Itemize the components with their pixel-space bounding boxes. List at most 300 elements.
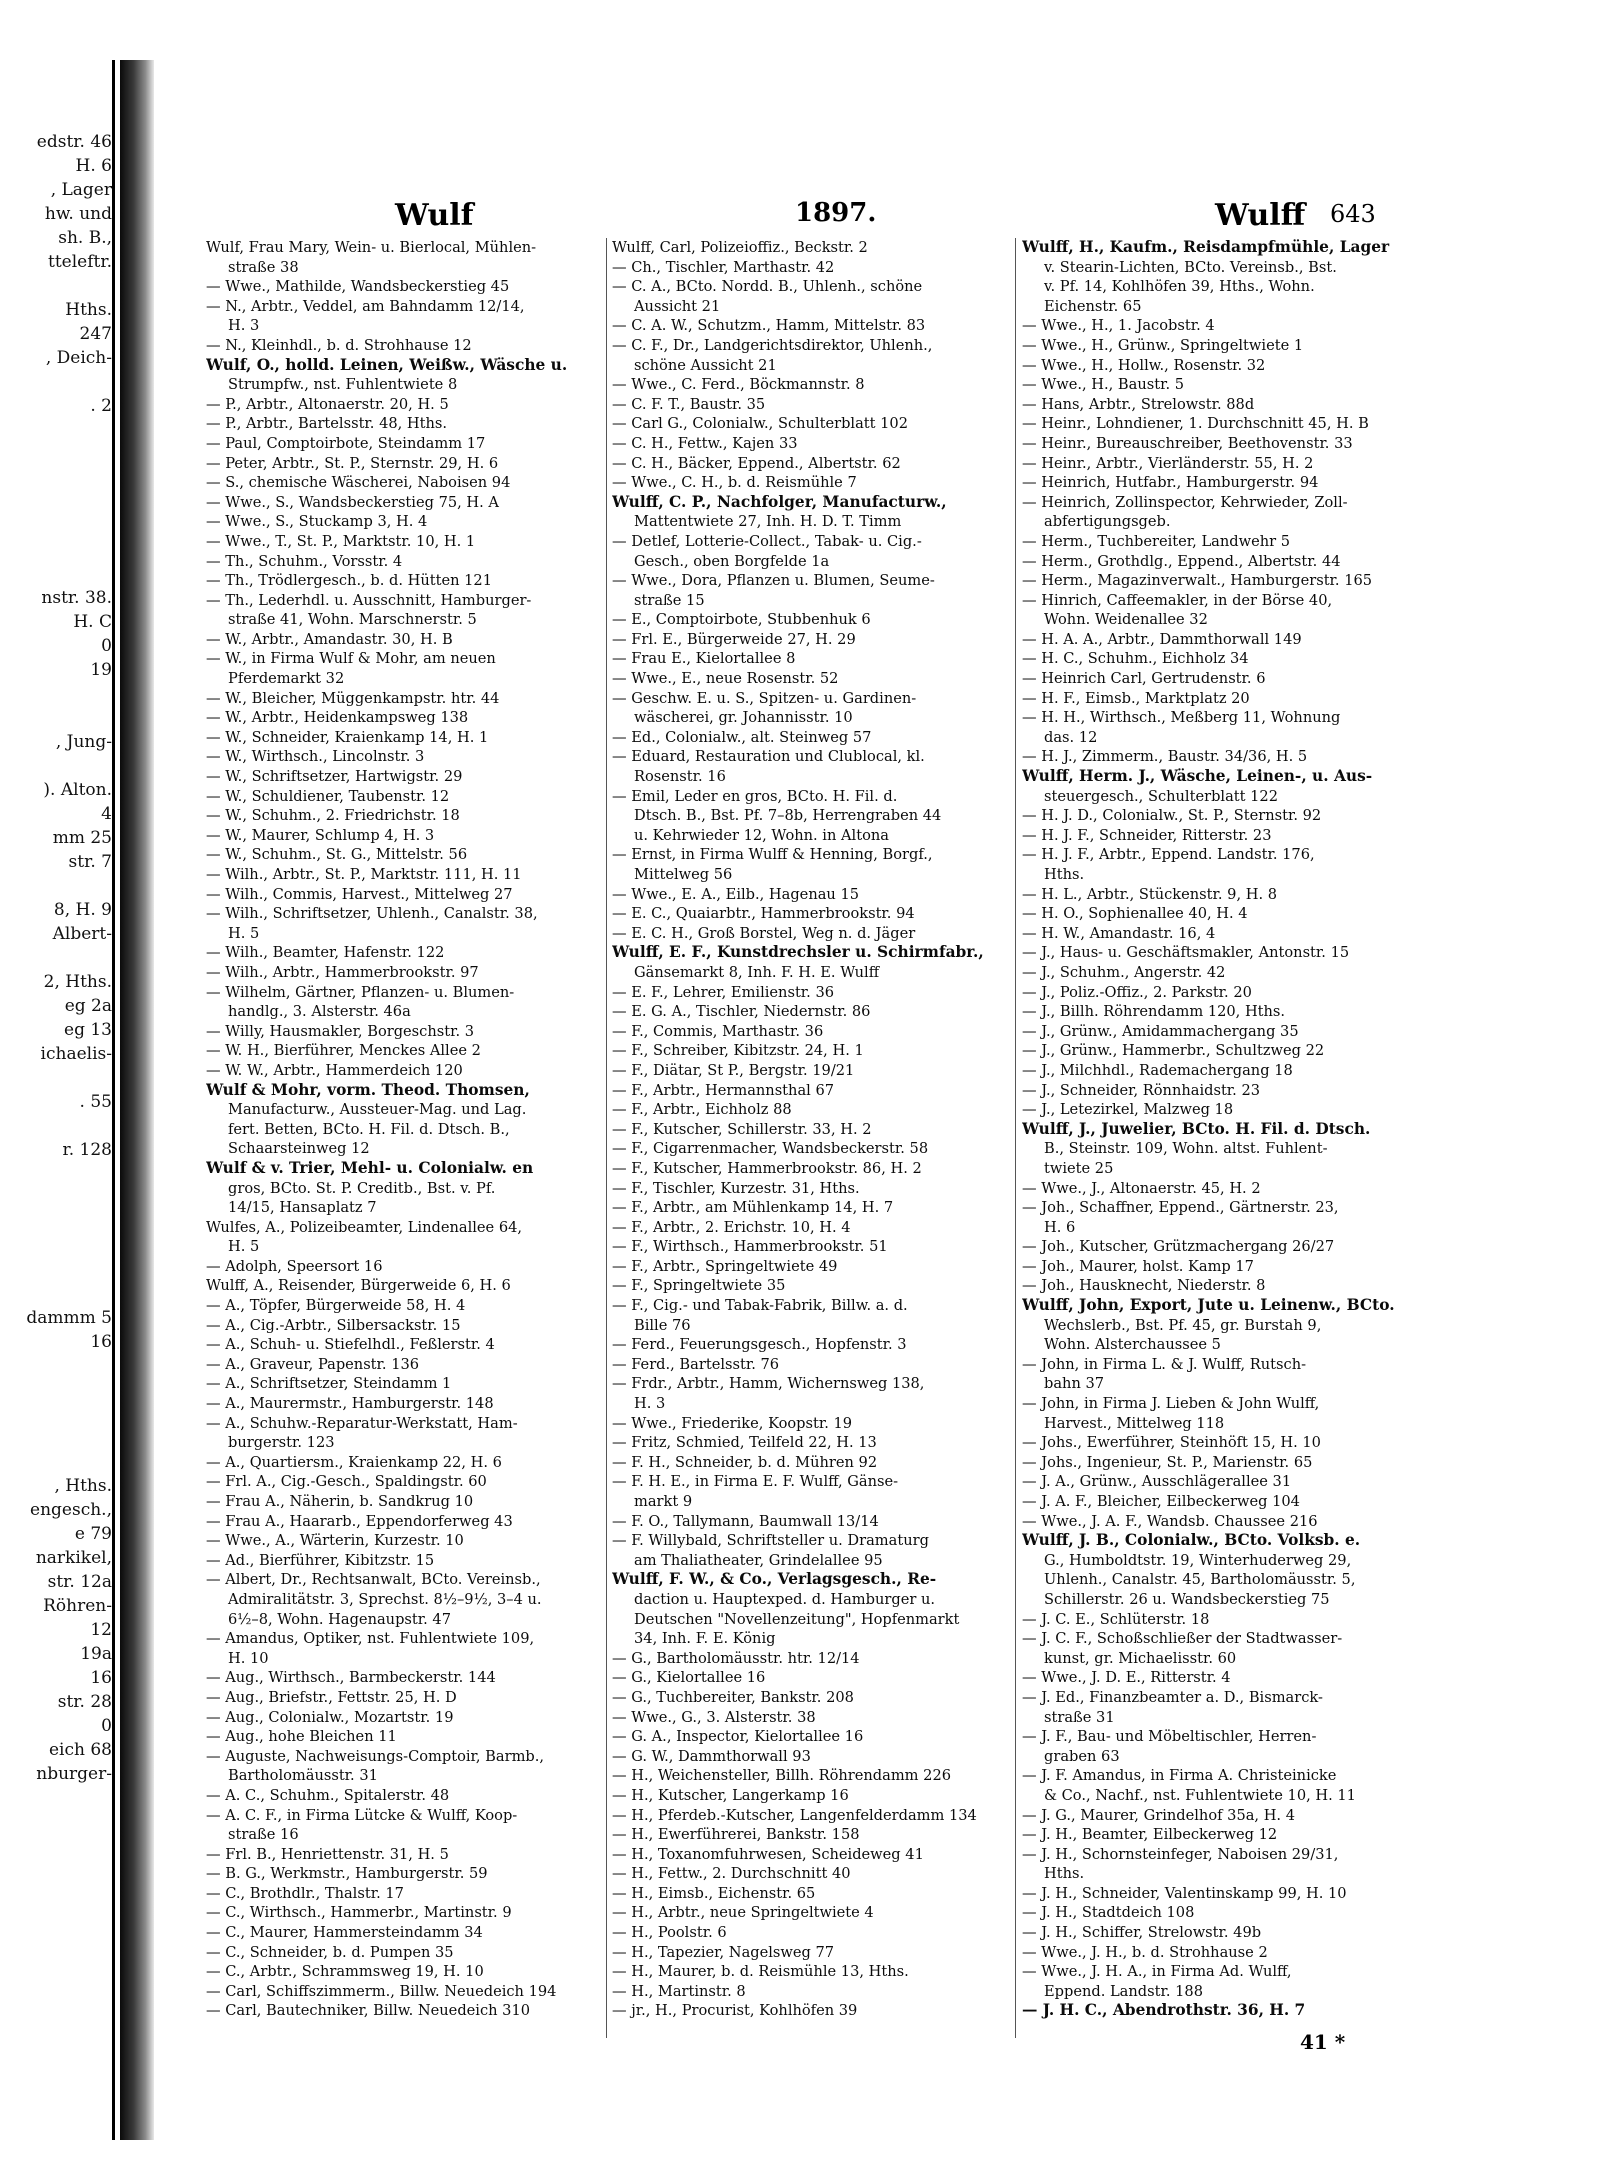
- directory-entry: — John, in Firma L. & J. Wulff, Rutsch-: [1022, 1355, 1307, 1373]
- prev-page-line: [0, 682, 112, 706]
- entry-continuation: u. Kehrwieder 12, Wohn. in Altona: [634, 826, 889, 844]
- entry-continuation: Hths.: [1044, 866, 1085, 883]
- directory-entry: — J. H., Stadtdeich 108: [1022, 1904, 1195, 1922]
- directory-entry: — F., Arbtr., am Mühlenkamp 14, H. 7: [612, 1199, 894, 1217]
- directory-entry: — H. L., Arbtr., Stückenstr. 9, H. 8: [1022, 885, 1278, 903]
- directory-entry: — W., Arbtr., Heidenkampsweg 138: [206, 709, 469, 727]
- entry-continuation: markt 9: [634, 1493, 693, 1510]
- prev-page-line: [0, 490, 112, 514]
- entry-continuation: Pferdemarkt 32: [228, 670, 345, 688]
- directory-entry: Wulff, F. W., & Co., Verlagsgesch., Re-: [612, 1570, 937, 1589]
- directory-entry: — J. F. Amandus, in Firma A. Christeinicke: [1022, 1767, 1337, 1785]
- prev-page-line: [0, 1258, 112, 1282]
- directory-entry: — Frau E., Kielortallee 8: [612, 650, 796, 668]
- header-year: 1897.: [795, 198, 877, 228]
- directory-entry: Wulf & Mohr, vorm. Theod. Thomsen,: [206, 1080, 530, 1099]
- directory-entry: — J., Billh. Röhrendamm 120, Hths.: [1022, 1003, 1286, 1021]
- directory-entry: — J., Letezirkel, Malzweg 18: [1022, 1101, 1234, 1119]
- directory-entry: — Wilh., Beamter, Hafenstr. 122: [206, 944, 445, 962]
- directory-entry: — F., Springeltwiete 35: [612, 1277, 786, 1295]
- directory-entry: — A., Schriftsetzer, Steindamm 1: [206, 1375, 452, 1393]
- directory-entry: — F. O., Tallymann, Baumwall 13/14: [612, 1512, 879, 1530]
- directory-entry: — F. H., Schneider, b. d. Mühren 92: [612, 1453, 878, 1471]
- directory-entry: Wulff, C. P., Nachfolger, Manufacturw.,: [612, 492, 947, 511]
- prev-page-line: [0, 514, 112, 538]
- directory-entry: — J. G., Maurer, Grindelhof 35a, H. 4: [1022, 1806, 1295, 1824]
- directory-entry: — A., Töpfer, Bürgerweide 58, H. 4: [206, 1297, 466, 1315]
- directory-entry: — J., Schuhm., Angerstr. 42: [1022, 963, 1226, 981]
- entry-continuation: graben 63: [1044, 1747, 1120, 1765]
- directory-entry: — J. Ed., Finanzbeamter a. D., Bismarck-: [1022, 1688, 1323, 1706]
- entry-continuation: Harvest., Mittelweg 118: [1044, 1414, 1225, 1432]
- directory-entry: — W., Schriftsetzer, Hartwigstr. 29: [206, 768, 463, 786]
- directory-entry: — H. J. F., Arbtr., Eppend. Landstr. 176,: [1022, 846, 1315, 864]
- prev-page-line: 247: [79, 324, 112, 344]
- prev-page-line: [0, 538, 112, 562]
- directory-entry: — Wilhelm, Gärtner, Pflanzen- u. Blumen-: [206, 983, 515, 1001]
- entry-continuation: kunst, gr. Michaelisstr. 60: [1044, 1649, 1237, 1667]
- directory-entry: — Wwe., E., neue Rosenstr. 52: [612, 670, 839, 688]
- directory-entry: — F., Schreiber, Kibitzstr. 24, H. 1: [612, 1042, 864, 1060]
- entry-continuation: Hths.: [1044, 1865, 1085, 1883]
- directory-entry: — Wwe., Dora, Pflanzen u. Blumen, Seume-: [612, 572, 935, 590]
- directory-entry: — Wwe., C. H., b. d. Reismühle 7: [612, 474, 857, 492]
- directory-entry: — Wwe., J. H. A., in Firma Ad. Wulff,: [1022, 1963, 1292, 1981]
- header-left-catchword: Wulf: [395, 198, 474, 233]
- prev-page-line: e 79: [74, 1524, 112, 1544]
- directory-entry: — J. H., Beamter, Eilbeckerweg 12: [1022, 1826, 1278, 1844]
- directory-column-3: [1022, 238, 1422, 2058]
- prev-page-line: 12: [90, 1620, 112, 1640]
- prev-page-line: 0: [101, 1716, 112, 1736]
- prev-page-line: Röhren-: [43, 1596, 112, 1616]
- directory-entry: — Heinrich, Zollinspector, Kehrwieder, Zoll-: [1022, 493, 1348, 511]
- directory-entry: — B. G., Werkmstr., Hamburgerstr. 59: [206, 1865, 488, 1883]
- directory-entry: — Joh., Kutscher, Grützmachergang 26/27: [1022, 1238, 1335, 1256]
- directory-entry: — W., Wirthsch., Lincolnstr. 3: [206, 748, 425, 766]
- prev-page-line: , Jung-: [55, 732, 112, 752]
- prev-page-line: . 2: [90, 396, 112, 416]
- entry-continuation: v. Stearin-Lichten, BCto. Vereinsb., Bst.: [1044, 258, 1337, 276]
- directory-entry: — Wilh., Arbtr., Hammerbrookstr. 97: [206, 963, 479, 981]
- directory-entry: — H., Poolstr. 6: [612, 1924, 727, 1942]
- directory-entry: — H., Eimsb., Eichenstr. 65: [612, 1884, 816, 1902]
- directory-entry: — H. W., Amandastr. 16, 4: [1022, 924, 1216, 942]
- directory-entry: — H., Tapezier, Nagelsweg 77: [612, 1943, 835, 1961]
- directory-entry: — Wwe., Mathilde, Wandsbeckerstieg 45: [206, 278, 510, 296]
- directory-entry: — Heinr., Arbtr., Vierländerstr. 55, H. 2: [1022, 454, 1314, 472]
- directory-entry: — W., Maurer, Schlump 4, H. 3: [206, 826, 435, 844]
- directory-entry: — J. A. F., Bleicher, Eilbeckerweg 104: [1022, 1493, 1300, 1510]
- prev-page-line: 19a: [80, 1644, 112, 1664]
- directory-entry: — Emil, Leder en gros, BCto. H. Fil. d.: [612, 787, 898, 805]
- entry-continuation: H. 3: [634, 1395, 666, 1413]
- directory-entry: — Auguste, Nachweisungs-Comptoir, Barmb.,: [206, 1747, 545, 1765]
- directory-entry: Wulff, E. F., Kunstdrechsler u. Schirmfabr.,: [612, 943, 984, 962]
- directory-entry: — F., Arbtr., 2. Erichstr. 10, H. 4: [612, 1218, 851, 1236]
- directory-entry: — J. H. C., Abendrothstr. 36, H. 7: [1022, 2001, 1306, 2020]
- entry-continuation: straße 15: [634, 591, 705, 609]
- directory-entry: — Th., Lederhdl. u. Ausschnitt, Hamburger-: [206, 591, 532, 609]
- directory-entry: — J., Grünw., Amidammachergang 35: [1022, 1022, 1299, 1040]
- directory-entry: — John, in Firma J. Lieben & John Wulff,: [1022, 1395, 1320, 1413]
- prev-page-line: 16: [90, 1668, 112, 1688]
- directory-entry: — Johs., Ingenieur, St. P., Marienstr. 65: [1022, 1453, 1313, 1471]
- directory-entry: — Frdr., Arbtr., Hamm, Wichernsweg 138,: [612, 1375, 925, 1393]
- directory-entry: — Carl, Schiffszimmerm., Billw. Neuedeich 194: [206, 1982, 557, 2000]
- directory-column-1: [206, 238, 606, 2058]
- directory-entry: — W. H., Bierführer, Menckes Allee 2: [206, 1042, 481, 1060]
- directory-entry: — Ed., Colonialw., alt. Steinweg 57: [612, 728, 872, 746]
- directory-entry: — Ferd., Feuerungsgesch., Hopfenstr. 3: [612, 1336, 907, 1354]
- prev-page-line: [0, 1114, 112, 1138]
- directory-entry: — C. F. T., Baustr. 35: [612, 395, 766, 413]
- header-right-catchword: Wulff: [1215, 198, 1306, 233]
- directory-entry: — J., Milchhdl., Rademachergang 18: [1022, 1061, 1293, 1079]
- directory-entry: — Frl. E., Bürgerweide 27, H. 29: [612, 630, 856, 648]
- entry-continuation: Rosenstr. 16: [634, 768, 726, 786]
- prev-page-line: [0, 418, 112, 442]
- entry-continuation: Eichenstr. 65: [1044, 297, 1142, 315]
- gutter-edge: [112, 60, 115, 2140]
- directory-entry: — C., Maurer, Hammersteindamm 34: [206, 1924, 483, 1942]
- entry-continuation: Schillerstr. 26 u. Wandsbeckerstieg 75: [1044, 1590, 1330, 1608]
- directory-entry: — J. H., Schornsteinfeger, Naboisen 29/31,: [1022, 1845, 1339, 1863]
- directory-entry: — A., Schuhw.-Reparatur-Werkstatt, Ham-: [206, 1414, 518, 1432]
- directory-entry: — J., Schneider, Rönnhaidstr. 23: [1022, 1081, 1261, 1099]
- directory-entry: — W. W., Arbtr., Hammerdeich 120: [206, 1061, 463, 1079]
- directory-entry: — A., Graveur, Papenstr. 136: [206, 1355, 420, 1373]
- directory-entry: — Hans, Arbtr., Strelowstr. 88d: [1022, 395, 1255, 413]
- entry-continuation: Admiralitätstr. 3, Sprechst. 8½–9½, 3–4 u.: [228, 1590, 542, 1608]
- directory-entry: — Aug., Briefstr., Fettstr. 25, H. D: [206, 1688, 457, 1706]
- directory-entry: — J. A., Grünw., Ausschlägerallee 31: [1022, 1473, 1292, 1491]
- entry-continuation: H. 6: [1044, 1218, 1076, 1236]
- directory-entry: — F., Diätar, St P., Bergstr. 19/21: [612, 1061, 855, 1079]
- entry-continuation: bahn 37: [1044, 1375, 1105, 1393]
- directory-entry: — J. H., Schiffer, Strelowstr. 49b: [1022, 1924, 1262, 1942]
- prev-page-line: [0, 1210, 112, 1234]
- directory-entry: — Herm., Magazinverwalt., Hamburgerstr. 165: [1022, 572, 1373, 590]
- prev-page-line: ichaelis-: [40, 1044, 112, 1064]
- directory-entry: — J. F., Bau- und Möbeltischler, Herren-: [1022, 1728, 1317, 1746]
- entry-continuation: H. 5: [228, 924, 260, 942]
- directory-entry: — Wwe., S., Stuckamp 3, H. 4: [206, 513, 428, 531]
- directory-entry: — C. A., BCto. Nordd. B., Uhlenh., schöne: [612, 278, 923, 296]
- directory-entry: — E. C. H., Groß Borstel, Weg n. d. Jäger: [612, 924, 916, 942]
- entry-continuation: Bartholomäusstr. 31: [228, 1767, 378, 1785]
- directory-column-2: [612, 238, 1012, 2058]
- entry-continuation: straße 41, Wohn. Marschnerstr. 5: [228, 611, 477, 629]
- directory-entry: — Detlef, Lotterie-Collect., Tabak- u. Cig.-: [612, 532, 922, 550]
- entry-continuation: straße 31: [1044, 1708, 1115, 1726]
- directory-entry: — H. J. D., Colonialw., St. P., Sternstr. 92: [1022, 807, 1322, 825]
- directory-entry: — F. Willybald, Schriftsteller u. Dramaturg: [612, 1532, 929, 1550]
- prev-page-line: 8, H. 9: [53, 900, 112, 920]
- directory-entry: — A. C. F., in Firma Lütcke & Wulff, Koop-: [206, 1806, 518, 1824]
- prev-page-line: 4: [101, 804, 112, 824]
- directory-entry: — Wwe., C. Ferd., Böckmannstr. 8: [612, 376, 865, 394]
- directory-entry: Wulff, J., Juwelier, BCto. H. Fil. d. Dtsch.: [1022, 1119, 1371, 1138]
- entry-continuation: fert. Betten, BCto. H. Fil. d. Dtsch. B.,: [228, 1120, 510, 1138]
- entry-continuation: Bille 76: [634, 1316, 691, 1334]
- prev-page-line: [0, 1234, 112, 1258]
- entry-continuation: burgerstr. 123: [228, 1434, 335, 1452]
- prev-page-line: [0, 466, 112, 490]
- entry-continuation: Manufacturw., Aussteuer-Mag. und Lag.: [228, 1101, 527, 1119]
- entry-continuation: schöne Aussicht 21: [634, 356, 777, 374]
- directory-entry: — A., Cig.-Arbtr., Silbersackstr. 15: [206, 1316, 461, 1334]
- directory-entry: — Wwe., H., Hollw., Rosenstr. 32: [1022, 356, 1266, 374]
- prev-page-line: [0, 1354, 112, 1378]
- directory-entry: — H. C., Schuhm., Eichholz 34: [1022, 650, 1249, 668]
- directory-entry: — F., Wirthsch., Hammerbrookstr. 51: [612, 1238, 888, 1256]
- directory-entry: — Frau A., Näherin, b. Sandkrug 10: [206, 1493, 474, 1510]
- directory-entry: — C., Wirthsch., Hammerbr., Martinstr. 9: [206, 1904, 512, 1922]
- entry-continuation: abfertigungsgeb.: [1044, 513, 1171, 531]
- directory-entry: — Joh., Hausknecht, Niederstr. 8: [1022, 1277, 1266, 1295]
- directory-entry: — F., Arbtr., Hermannsthal 67: [612, 1081, 835, 1099]
- prev-page-line: nburger-: [36, 1764, 112, 1784]
- directory-entry: — Frau A., Haararb., Eppendorferweg 43: [206, 1512, 513, 1530]
- directory-entry: — F., Cigarrenmacher, Wandsbeckerstr. 58: [612, 1140, 929, 1158]
- directory-entry: — Carl, Bautechniker, Billw. Neuedeich 310: [206, 2002, 531, 2020]
- directory-entry: — C. F., Dr., Landgerichtsdirektor, Uhlenh.,: [612, 336, 933, 354]
- directory-entry: — F., Commis, Marthastr. 36: [612, 1022, 824, 1040]
- prev-page-line: [0, 1282, 112, 1306]
- entry-continuation: Gesch., oben Borgfelde 1a: [634, 552, 830, 570]
- directory-entry: — Peter, Arbtr., St. P., Sternstr. 29, H. 6: [206, 454, 499, 472]
- directory-entry: — J., Poliz.-Offiz., 2. Parkstr. 20: [1022, 983, 1252, 1001]
- prev-page-line: hw. und: [44, 204, 112, 224]
- directory-entry: — Frl. B., Henriettenstr. 31, H. 5: [206, 1845, 449, 1863]
- directory-entry: — Joh., Maurer, holst. Kamp 17: [1022, 1257, 1254, 1275]
- entry-continuation: am Thaliatheater, Grindelallee 95: [634, 1551, 883, 1569]
- directory-entry: Wulf & v. Trier, Mehl- u. Colonialw. en: [206, 1158, 534, 1177]
- previous-page-fragment: [0, 130, 120, 2090]
- entry-continuation: Aussicht 21: [634, 297, 721, 315]
- directory-entry: — S., chemische Wäscherei, Naboisen 94: [206, 474, 511, 492]
- prev-page-line: [0, 1186, 112, 1210]
- prev-page-line: , Lager: [50, 180, 112, 200]
- directory-entry: — F. H. E., in Firma E. F. Wulff, Gänse-: [612, 1473, 899, 1491]
- directory-entry: — G., Tuchbereiter, Bankstr. 208: [612, 1688, 854, 1706]
- directory-entry: — C., Schneider, b. d. Pumpen 35: [206, 1943, 454, 1961]
- entry-continuation: Strumpfw., nst. Fuhlentwiete 8: [228, 376, 458, 394]
- prev-page-line: [0, 1426, 112, 1450]
- directory-entry: — H. F., Eimsb., Marktplatz 20: [1022, 689, 1250, 707]
- directory-entry: — A., Maurermstr., Hamburgerstr. 148: [206, 1395, 494, 1413]
- directory-entry: Wulff, A., Reisender, Bürgerweide 6, H. 6: [206, 1277, 511, 1295]
- directory-entry: — H., Arbtr., neue Springeltwiete 4: [612, 1904, 874, 1922]
- directory-entry: — Th., Trödlergesch., b. d. Hütten 121: [206, 572, 492, 590]
- directory-entry: Wulff, Carl, Polizeioffiz., Beckstr. 2: [612, 239, 868, 256]
- directory-entry: — J., Haus- u. Geschäftsmakler, Antonstr. 15: [1022, 944, 1350, 962]
- directory-entry: — A., Schuh- u. Stiefelhdl., Feßlerstr. 4: [206, 1336, 495, 1354]
- directory-entry: — Wilh., Schriftsetzer, Uhlenh., Canalstr. 38,: [206, 905, 538, 923]
- directory-entry: Wulfes, A., Polizeibeamter, Lindenallee 64,: [206, 1218, 523, 1236]
- directory-entry: — H. H., Wirthsch., Meßberg 11, Wohnung: [1022, 709, 1341, 727]
- directory-entry: — F., Kutscher, Hammerbrookstr. 86, H. 2: [612, 1159, 922, 1177]
- entry-continuation: 34, Inh. F. E. König: [634, 1630, 776, 1648]
- directory-entry: — Aug., hohe Bleichen 11: [206, 1728, 397, 1746]
- prev-page-line: 16: [90, 1332, 112, 1352]
- directory-entry: — F., Tischler, Kurzestr. 31, Hths.: [612, 1179, 860, 1197]
- directory-entry: — G., Bartholomäusstr. htr. 12/14: [612, 1649, 860, 1667]
- prev-page-line: , Deich-: [45, 348, 112, 368]
- entry-continuation: 6½–8, Wohn. Hagenaupstr. 47: [228, 1610, 451, 1628]
- prev-page-line: eg 2a: [64, 996, 112, 1016]
- prev-page-line: [0, 1162, 112, 1186]
- directory-entry: — Willy, Hausmakler, Borgeschstr. 3: [206, 1022, 475, 1040]
- directory-entry: — Fritz, Schmied, Teilfeld 22, H. 13: [612, 1434, 877, 1452]
- directory-entry: — W., Bleicher, Müggenkampstr. htr. 44: [206, 689, 500, 707]
- entry-continuation: straße 16: [228, 1826, 299, 1844]
- directory-entry: — J. C. E., Schlüterstr. 18: [1022, 1610, 1210, 1628]
- directory-entry: — Hinrich, Caffeemakler, in der Börse 40,: [1022, 591, 1333, 609]
- directory-entry: — G. A., Inspector, Kielortallee 16: [612, 1728, 864, 1746]
- column-divider: [606, 238, 607, 2038]
- prev-page-line: r. 128: [62, 1140, 112, 1160]
- directory-entry: — Herm., Grothdlg., Eppend., Albertstr. 44: [1022, 552, 1341, 570]
- directory-entry: — Amandus, Optiker, nst. Fuhlentwiete 109,: [206, 1630, 535, 1648]
- directory-entry: — Wwe., A., Wärterin, Kurzestr. 10: [206, 1532, 464, 1550]
- directory-entry: — H., Ewerführerei, Bankstr. 158: [612, 1826, 860, 1844]
- directory-entry: — Th., Schuhm., Vorsstr. 4: [206, 552, 403, 570]
- directory-entry: — Wwe., H., 1. Jacobstr. 4: [1022, 317, 1215, 335]
- directory-entry: Wulff, Herm. J., Wäsche, Leinen-, u. Aus-: [1022, 767, 1373, 786]
- directory-entry: — Wwe., G., 3. Alsterstr. 38: [612, 1708, 816, 1726]
- entry-continuation: Mittelweg 56: [634, 866, 733, 883]
- directory-entry: — J. H., Schneider, Valentinskamp 99, H. 10: [1022, 1884, 1347, 1902]
- directory-entry: — E. F., Lehrer, Emilienstr. 36: [612, 983, 835, 1001]
- directory-entry: — Ernst, in Firma Wulff & Henning, Borgf.,: [612, 846, 933, 864]
- entry-continuation: Wohn. Weidenallee 32: [1044, 611, 1208, 629]
- directory-entry: — W., Schneider, Kraienkamp 14, H. 1: [206, 728, 489, 746]
- prev-page-line: , Hths.: [54, 1476, 112, 1496]
- entry-continuation: twiete 25: [1044, 1159, 1114, 1177]
- prev-page-line: 19: [90, 660, 112, 680]
- entry-continuation: Deutschen "Novellenzeitung", Hopfenmarkt: [634, 1610, 960, 1628]
- prev-page-line: mm 25: [52, 828, 112, 848]
- directory-entry: — E., Comptoirbote, Stubbenhuk 6: [612, 611, 871, 629]
- directory-entry: — A., Quartiersm., Kraienkamp 22, H. 6: [206, 1453, 502, 1471]
- directory-entry: — H., Martinstr. 8: [612, 1982, 746, 2000]
- directory-entry: — Geschw. E. u. S., Spitzen- u. Gardinen-: [612, 689, 917, 707]
- directory-entry: — Wwe., H., Grünw., Springeltwiete 1: [1022, 336, 1304, 354]
- entry-continuation: handlg., 3. Alsterstr. 46a: [228, 1003, 411, 1021]
- entry-continuation: das. 12: [1044, 728, 1098, 746]
- prev-page-line: sh. B.,: [58, 228, 112, 248]
- directory-entry: — H., Weichensteller, Billh. Röhrendamm 226: [612, 1767, 952, 1785]
- entry-continuation: wäscherei, gr. Johannisstr. 10: [634, 709, 853, 727]
- prev-page-line: [0, 442, 112, 466]
- directory-entry: — H., Kutscher, Langerkamp 16: [612, 1786, 849, 1804]
- entry-continuation: H. 3: [228, 317, 260, 335]
- directory-entry: — Wwe., J., Altonaerstr. 45, H. 2: [1022, 1179, 1261, 1197]
- directory-entry: — H. O., Sophienallee 40, H. 4: [1022, 905, 1248, 923]
- directory-entry: — Paul, Comptoirbote, Steindamm 17: [206, 434, 486, 452]
- directory-entry: — Wwe., J. H., b. d. Strohhause 2: [1022, 1943, 1268, 1961]
- directory-entry: — Wwe., H., Baustr. 5: [1022, 376, 1185, 394]
- directory-entry: — Wwe., S., Wandsbeckerstieg 75, H. A: [206, 493, 499, 511]
- directory-entry: — Adolph, Speersort 16: [206, 1257, 383, 1275]
- entry-continuation: 14/15, Hansaplatz 7: [228, 1199, 377, 1217]
- entry-continuation: B., Steinstr. 109, Wohn. altst. Fuhlent-: [1044, 1140, 1328, 1158]
- directory-entry: — F., Arbtr., Eichholz 88: [612, 1101, 792, 1119]
- directory-entry: — Aug., Wirthsch., Barmbeckerstr. 144: [206, 1669, 496, 1687]
- prev-page-line: edstr. 46: [36, 132, 112, 152]
- directory-entry: — Aug., Colonialw., Mozartstr. 19: [206, 1708, 454, 1726]
- directory-entry: — Wwe., E. A., Eilb., Hagenau 15: [612, 885, 860, 903]
- directory-entry: Wulff, J. B., Colonialw., BCto. Volksb. e.: [1022, 1531, 1361, 1550]
- directory-entry: — Wwe., T., St. P., Marktstr. 10, H. 1: [206, 532, 476, 550]
- directory-entry: — C. A. W., Schutzm., Hamm, Mittelstr. 83: [612, 317, 926, 335]
- directory-entry: — J., Grünw., Hammerbr., Schultzweg 22: [1022, 1042, 1325, 1060]
- directory-entry: — E. G. A., Tischler, Niedernstr. 86: [612, 1003, 871, 1021]
- directory-entry: — F., Cig.- und Tabak-Fabrik, Billw. a. d.: [612, 1297, 908, 1315]
- prev-page-line: [0, 754, 112, 778]
- directory-entry: — C. H., Bäcker, Eppend., Albertstr. 62: [612, 454, 901, 472]
- directory-entry: — H. J., Zimmerm., Baustr. 34/36, H. 5: [1022, 748, 1308, 766]
- entry-continuation: H. 10: [228, 1649, 269, 1667]
- prev-page-line: [0, 946, 112, 970]
- directory-entry: — N., Arbtr., Veddel, am Bahndamm 12/14,: [206, 297, 525, 315]
- entry-continuation: Wechslerb., Bst. Pf. 45, gr. Burstah 9,: [1044, 1316, 1322, 1334]
- directory-entry: — Wilh., Commis, Harvest., Mittelweg 27: [206, 885, 513, 903]
- directory-entry: — C. H., Fettw., Kajen 33: [612, 434, 798, 452]
- prev-page-line: [0, 1402, 112, 1426]
- directory-entry: — jr., H., Procurist, Kohlhöfen 39: [612, 2002, 858, 2020]
- entry-continuation: Uhlenh., Canalstr. 45, Bartholomäusstr. 5,: [1044, 1571, 1356, 1589]
- directory-entry: — Wwe., Friederike, Koopstr. 19: [612, 1414, 853, 1432]
- directory-entry: — J. C. F., Schoßschließer der Stadtwasser-: [1022, 1630, 1343, 1648]
- prev-page-line: eg 13: [64, 1020, 112, 1040]
- printer-signature: 41 *: [1300, 2030, 1346, 2054]
- prev-page-line: nstr. 38.: [41, 588, 112, 608]
- entry-continuation: H. 5: [228, 1238, 260, 1256]
- prev-page-line: [0, 1378, 112, 1402]
- entry-continuation: G., Humboldtstr. 19, Winterhuderweg 29,: [1044, 1551, 1352, 1569]
- entry-continuation: & Co., Nachf., nst. Fuhlentwiete 10, H. 11: [1044, 1786, 1356, 1804]
- prev-page-line: H. C: [73, 612, 112, 632]
- entry-continuation: Gänsemarkt 8, Inh. F. H. E. Wulff: [634, 963, 880, 981]
- prev-page-line: Albert-: [52, 924, 112, 944]
- entry-continuation: Schaarsteinweg 12: [228, 1140, 370, 1158]
- directory-entry: — C., Brothdlr., Thalstr. 17: [206, 1884, 404, 1902]
- directory-entry: — H. A. A., Arbtr., Dammthorwall 149: [1022, 630, 1302, 648]
- prev-page-line: . 55: [79, 1092, 112, 1112]
- prev-page-line: str. 28: [57, 1692, 112, 1712]
- directory-entry: — A. C., Schuhm., Spitalerstr. 48: [206, 1786, 450, 1804]
- prev-page-line: [0, 1450, 112, 1474]
- directory-entry: — Carl G., Colonialw., Schulterblatt 102: [612, 415, 908, 433]
- directory-entry: — Albert, Dr., Rechtsanwalt, BCto. Vereinsb.,: [206, 1571, 541, 1589]
- directory-entry: — G., Kielortallee 16: [612, 1669, 766, 1687]
- directory-entry: — Heinrich Carl, Gertrudenstr. 6: [1022, 670, 1266, 688]
- prev-page-line: [0, 562, 112, 586]
- page-header: [205, 198, 1410, 232]
- directory-entry: Wulf, Frau Mary, Wein- u. Bierlocal, Mühlen-: [206, 239, 537, 256]
- directory-entry: — F., Arbtr., Springeltwiete 49: [612, 1257, 838, 1275]
- directory-entry: — Ferd., Bartelsstr. 76: [612, 1355, 780, 1373]
- entry-continuation: daction u. Hauptexped. d. Hamburger u.: [634, 1590, 935, 1608]
- directory-entry: — Eduard, Restauration und Clublocal, kl.: [612, 748, 925, 766]
- directory-entry: — W., Schuldiener, Taubenstr. 12: [206, 787, 450, 805]
- prev-page-line: dammm 5: [26, 1308, 112, 1328]
- prev-page-line: narkikel,: [35, 1548, 112, 1568]
- directory-entry: — H., Maurer, b. d. Reismühle 13, Hths.: [612, 1963, 909, 1981]
